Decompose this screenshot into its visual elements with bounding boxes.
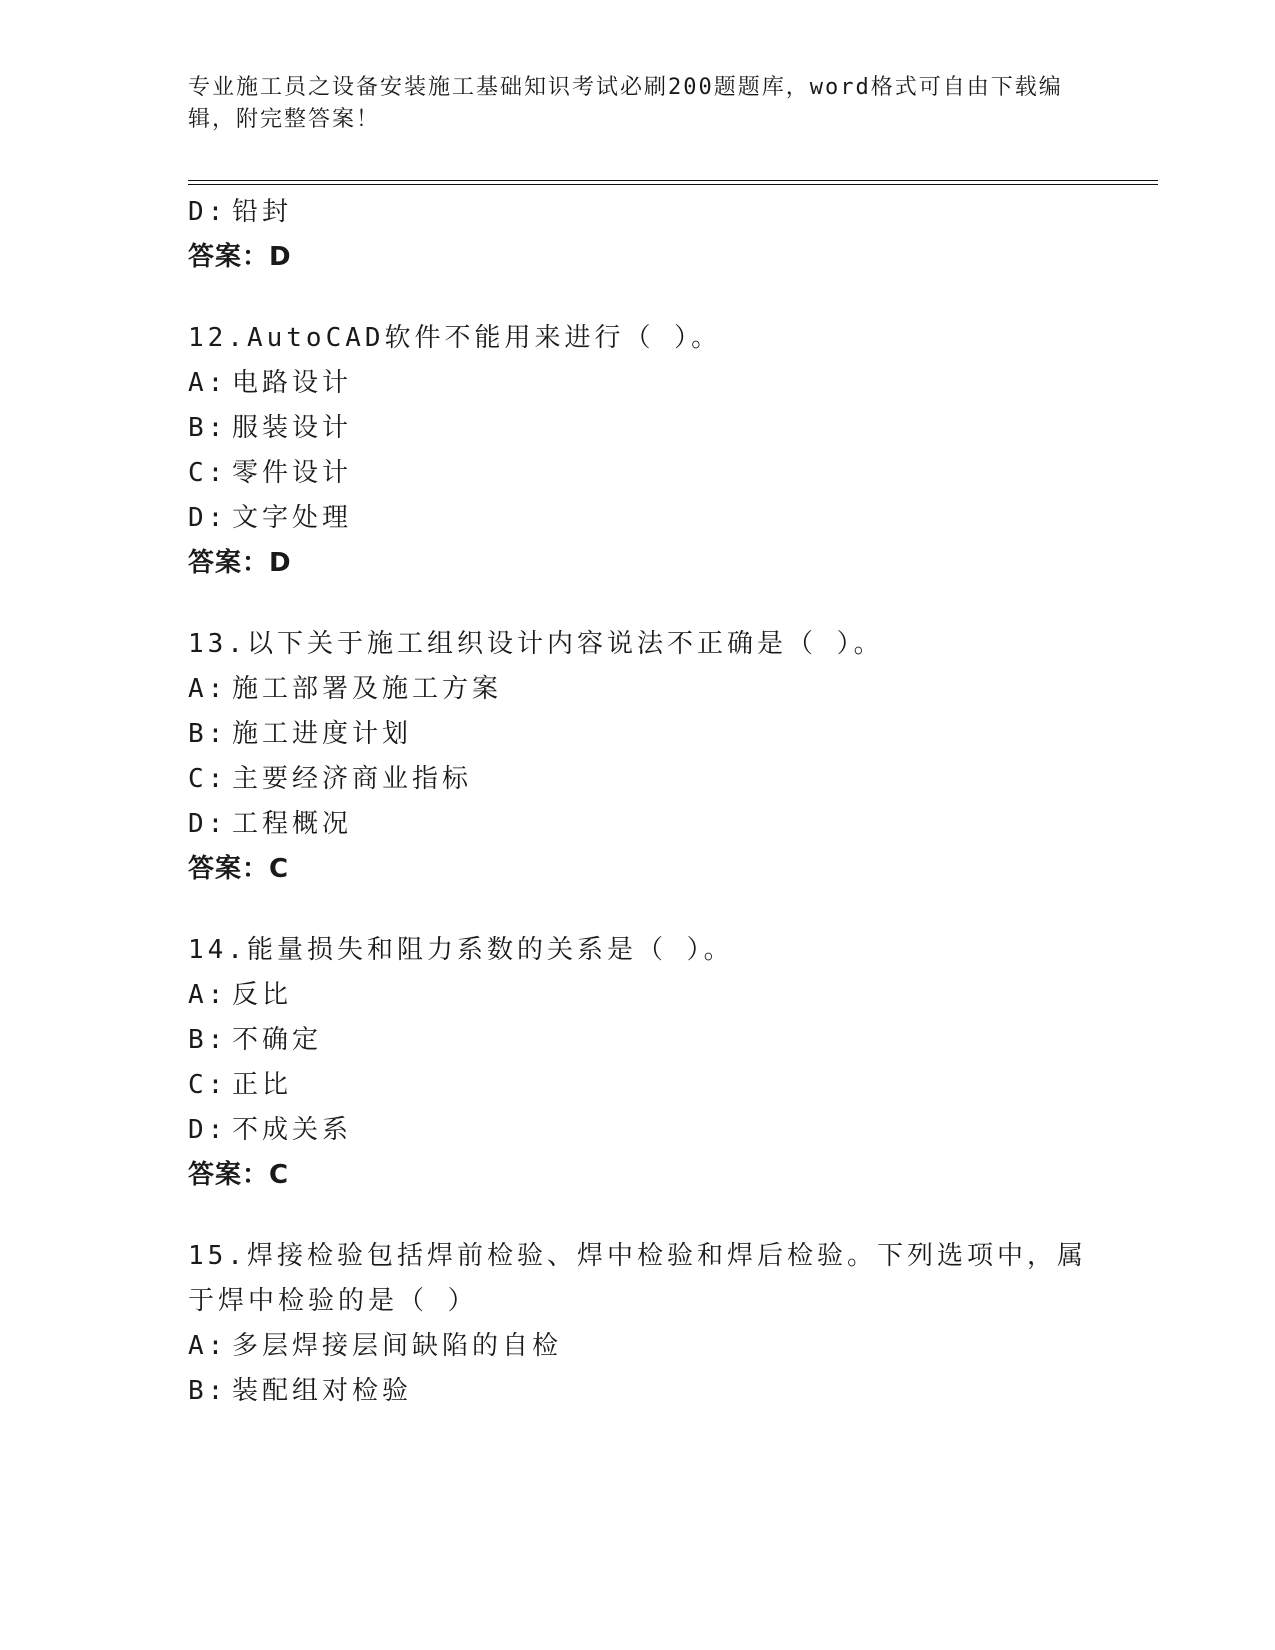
question-stem: 15.焊接检验包括焊前检验、焊中检验和焊后检验。下列选项中，属于焊中检验的是（ ）	[188, 1241, 1087, 1316]
answer-line: 答案：C	[188, 1160, 290, 1190]
question-11-partial	[188, 190, 1088, 280]
answer-line: 答案：C	[188, 854, 290, 884]
header-divider-top	[188, 180, 1158, 181]
question-stem: 12.AutoCAD软件不能用来进行（ ）。	[188, 323, 722, 353]
option-a	[188, 667, 1088, 712]
header-divider-bottom	[188, 184, 1158, 185]
option-d	[188, 1108, 1088, 1153]
question-15	[188, 1234, 1088, 1414]
option-text: 不确定	[232, 1025, 323, 1055]
option-label: D:	[188, 503, 228, 533]
option-b	[188, 712, 1088, 757]
option-label: D:	[188, 1115, 228, 1145]
option-label: D:	[188, 197, 228, 227]
question-14	[188, 928, 1088, 1198]
option-label: B:	[188, 1376, 228, 1406]
question-stem: 14.能量损失和阻力系数的关系是（ ）。	[188, 935, 734, 965]
option-c	[188, 1063, 1088, 1108]
option-label: B:	[188, 413, 228, 443]
option-a	[188, 973, 1088, 1018]
option-label: D:	[188, 809, 228, 839]
question-12	[188, 316, 1088, 586]
option-text: 电路设计	[232, 368, 353, 398]
option-label: C:	[188, 764, 228, 794]
option-label: A:	[188, 980, 228, 1010]
option-text: 施工进度计划	[232, 719, 413, 749]
option-label: B:	[188, 1025, 228, 1055]
page-header-title: 专业施工员之设备安装施工基础知识考试必刷200题题库，word格式可自由下载编辑，附完整答案！	[188, 75, 1063, 132]
option-text: 主要经济商业指标	[232, 764, 473, 794]
option-text: 工程概况	[232, 809, 353, 839]
question-content	[188, 190, 1088, 1414]
option-label: A:	[188, 368, 228, 398]
option-text: 不成关系	[232, 1115, 353, 1145]
option-a	[188, 361, 1088, 406]
option-d	[188, 190, 1088, 235]
option-b	[188, 1018, 1088, 1063]
option-text: 正比	[232, 1070, 293, 1100]
option-text: 多层焊接层间缺陷的自检	[232, 1331, 563, 1361]
option-a	[188, 1324, 1088, 1369]
question-13	[188, 622, 1088, 892]
answer-line: 答案：D	[188, 242, 292, 272]
option-label: B:	[188, 719, 228, 749]
answer-line: 答案：D	[188, 548, 292, 578]
option-b	[188, 1369, 1088, 1414]
option-text: 铅封	[232, 197, 293, 227]
option-label: A:	[188, 1331, 228, 1361]
option-text: 施工部署及施工方案	[232, 674, 503, 704]
option-text: 装配组对检验	[232, 1376, 413, 1406]
option-c	[188, 451, 1088, 496]
option-d	[188, 496, 1088, 541]
question-stem: 13.以下关于施工组织设计内容说法不正确是（ ）。	[188, 629, 884, 659]
option-label: C:	[188, 1070, 228, 1100]
option-text: 文字处理	[232, 503, 353, 533]
option-text: 反比	[232, 980, 293, 1010]
option-b	[188, 406, 1088, 451]
option-c	[188, 757, 1088, 802]
option-text: 零件设计	[232, 458, 353, 488]
option-d	[188, 802, 1088, 847]
option-label: C:	[188, 458, 228, 488]
option-text: 服装设计	[232, 413, 353, 443]
option-label: A:	[188, 674, 228, 704]
